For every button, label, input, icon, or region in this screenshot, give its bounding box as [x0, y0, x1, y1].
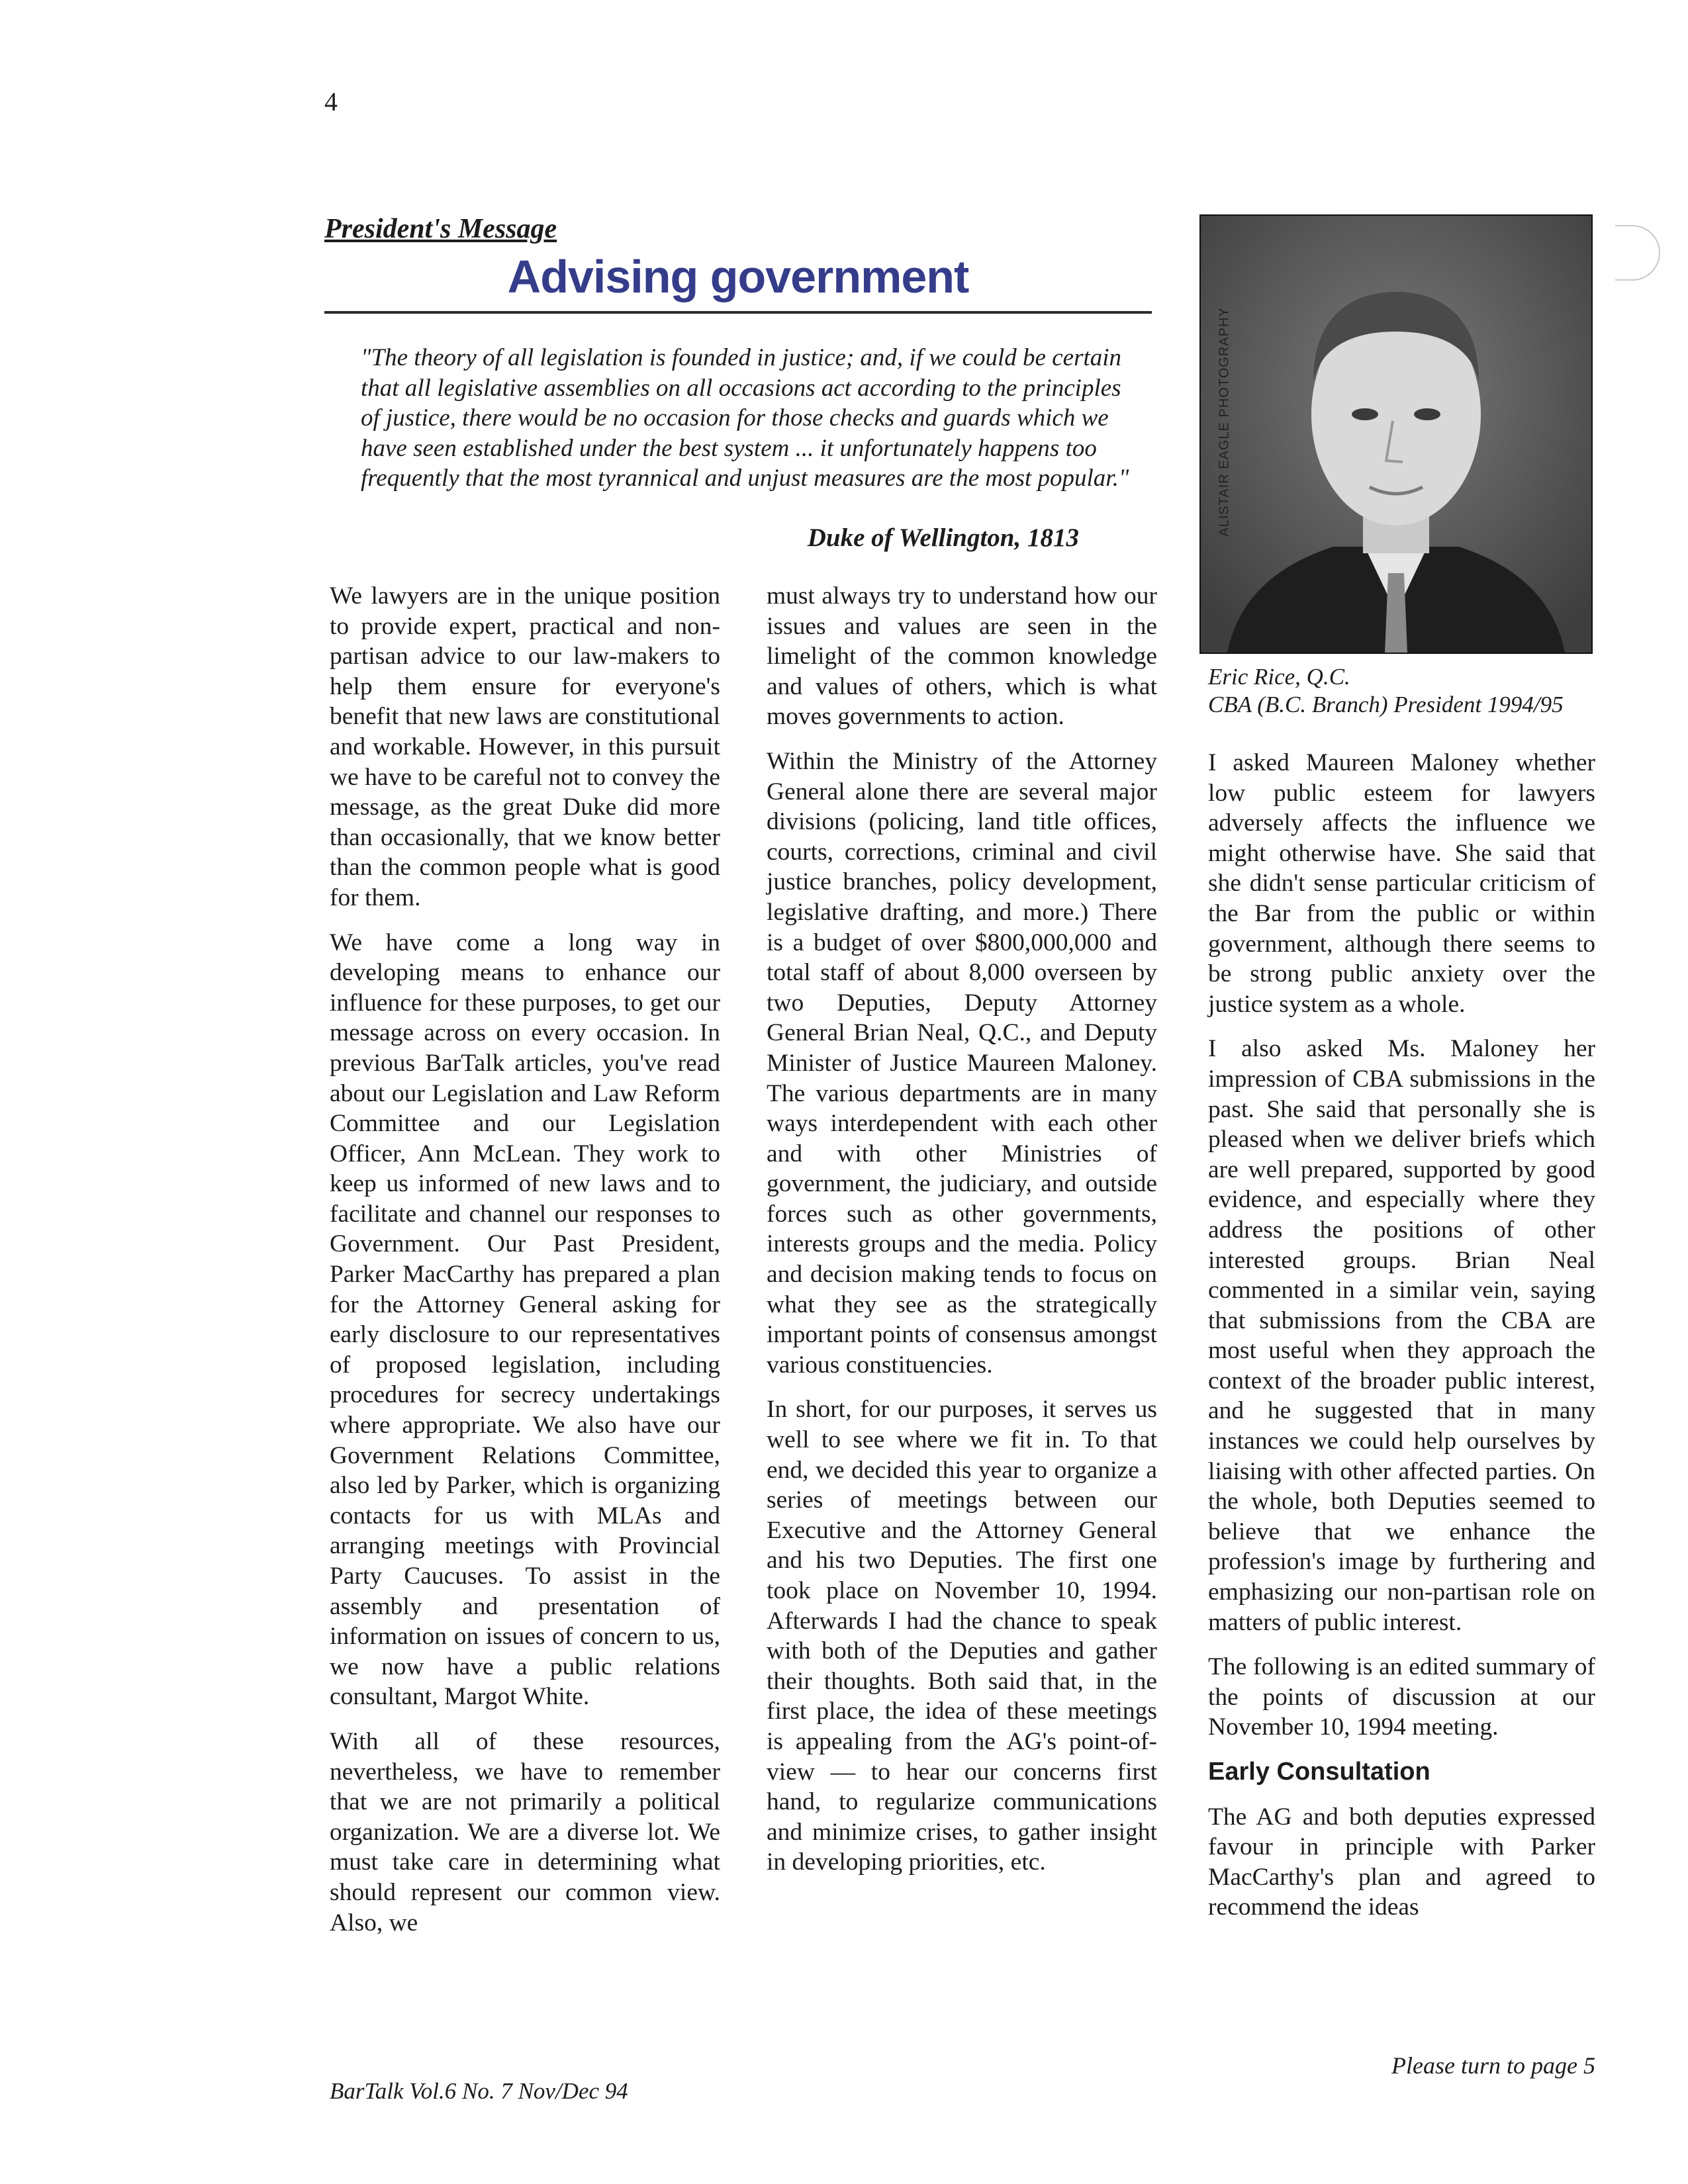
article-column-1 — [330, 581, 720, 1952]
president-photo — [1199, 214, 1593, 654]
page-number: 4 — [324, 87, 338, 116]
paragraph: The AG and both deputies expressed favour in principle with Parker MacCarthy's plan and agreed to recommend the ideas — [1208, 1803, 1595, 1921]
photo-caption — [1208, 663, 1605, 719]
paragraph: I asked Maureen Maloney whether low public esteem for lawyers adversely affects the influence we might otherwise have. She said that she didn't sense particular criticism of the Bar from the public or within government, although there seems to be strong public anxiety over the justice system as a whole. — [1208, 749, 1595, 1018]
epigraph-quote: "The theory of all legislation is founded in justice; and, if we could be certain that all legislative assemblies on all occasions act according to the principles of justice, there would be no occasion for those checks and guards which we have seen established under the best system ... it unfortunately happens too frequently that the most tyrannical and unjust measures are the most popular." — [361, 344, 1129, 492]
portrait-image — [1201, 216, 1591, 653]
paragraph: In short, for our purposes, it serves us well to see where we fit in. To that end, we decided this year to organize a series of meetings between our Executive and the Attorney General and his two Deputies. The first one took place on November 10, 1994. Afterwards I had the chance to speak with both of the Deputies and gather their thoughts. Both said that, in the first place, the idea of these meetings is appealing from the AG's point-of-view — to hear our concerns first hand, to regularize communications and minimize crises, to gather insight in developing priorities, etc. — [767, 1396, 1157, 1876]
section-label: President's Message — [324, 214, 557, 244]
paragraph: I also asked Ms. Maloney her impression of CBA submissions in the past. She said that personally she is pleased when we deliver briefs which are well prepared, supported by good evidence, and especially where they address the positions of other interested groups. Brian Neal commented in a similar vein, saying that submissions from the CBA are most useful when they approach the context of the broader public interest, and he suggested that in many instances we could help ourselves by liaising with other affected parties. On the whole, both Deputies seemed to believe that we enhance the profession's image by furthering and emphasizing our non-partisan role on matters of public interest. — [1208, 1035, 1595, 1636]
paragraph: must always try to understand how our issues and values are seen in the limelight of the common knowledge and values of others, which is what moves governments to action. — [767, 582, 1157, 731]
paragraph: We have come a long way in developing means to enhance our influence for these purposes, to get our message across on every occasion. In previous BarTalk articles, you've read about our Legislation and Law Reform Committee and our Legislation Officer, Ann McLean. They work to keep us informed of new laws and to facilitate and channel our responses to Government. Our Past President, Parker MacCarthy has prepared a plan for the Attorney General asking for early disclosure to our representatives of proposed legislation, including procedures for secrecy undertakings where appropriate. We also have our Government Relations Committee, also led by Parker, which is organizing contacts for us with MLAs and arranging meetings with Provincial Party Caucuses. To assist in the assembly and presentation of information on issues of concern to us, we now have a public relations consultant, Margot White. — [330, 929, 720, 1711]
caption-title: CBA (B.C. Branch) President 1994/95 — [1208, 692, 1564, 717]
paragraph: We lawyers are in the unique position to provide expert, practical and non-partisan advice to our law-makers to help them ensure for everyone's benefit that new laws are constitutional and workable. However, in this pursuit we have to be careful not to convey the message, as the great Duke did more than occasionally, that we know better than the common people what is good for them. — [330, 582, 720, 911]
page-curl-mark — [1615, 225, 1660, 281]
article-column-2 — [767, 581, 1157, 1892]
issue-footer: BarTalk Vol.6 No. 7 Nov/Dec 94 — [330, 2078, 628, 2104]
caption-name: Eric Rice, Q.C. — [1208, 664, 1350, 690]
continuation-note: Please turn to page 5 — [1391, 2052, 1595, 2079]
article-column-3 — [1208, 748, 1595, 1937]
headline-rule — [324, 311, 1152, 314]
paragraph: The following is an edited summary of the points of discussion at our November 10, 1994 meeting. — [1208, 1653, 1595, 1741]
epigraph-attribution: Duke of Wellington, 1813 — [807, 523, 1079, 552]
headline: Advising government — [507, 251, 969, 302]
subhead-early-consultation: Early Consultation — [1208, 1758, 1430, 1786]
paragraph: Within the Ministry of the Attorney General alone there are several major divisions (policing, land title offices, courts, corrections, criminal and civil justice branches, policy development, legislative drafting, and more.) There is a budget of over $800,000,000 and total staff of about 8,000 overseen by two Deputies, Deputy Attorney General Brian Neal, Q.C., and Deputy Minister of Justice Maureen Maloney. The various departments are in many ways interdependent with each other and with other Ministries of government, the judiciary, and outside forces such as other governments, interests groups and the media. Policy and decision making tends to focus on what they see as the strategically important points of consensus amongst various constituencies. — [767, 747, 1157, 1379]
photo-credit: ALISTAIR EAGLE PHOTOGRAPHY — [1217, 307, 1232, 537]
paragraph: With all of these resources, nevertheless, we have to remember that we are not primarily a political organization. We are a diverse lot. We must take care in determining what should represent our common view. Also, we — [330, 1727, 720, 1936]
